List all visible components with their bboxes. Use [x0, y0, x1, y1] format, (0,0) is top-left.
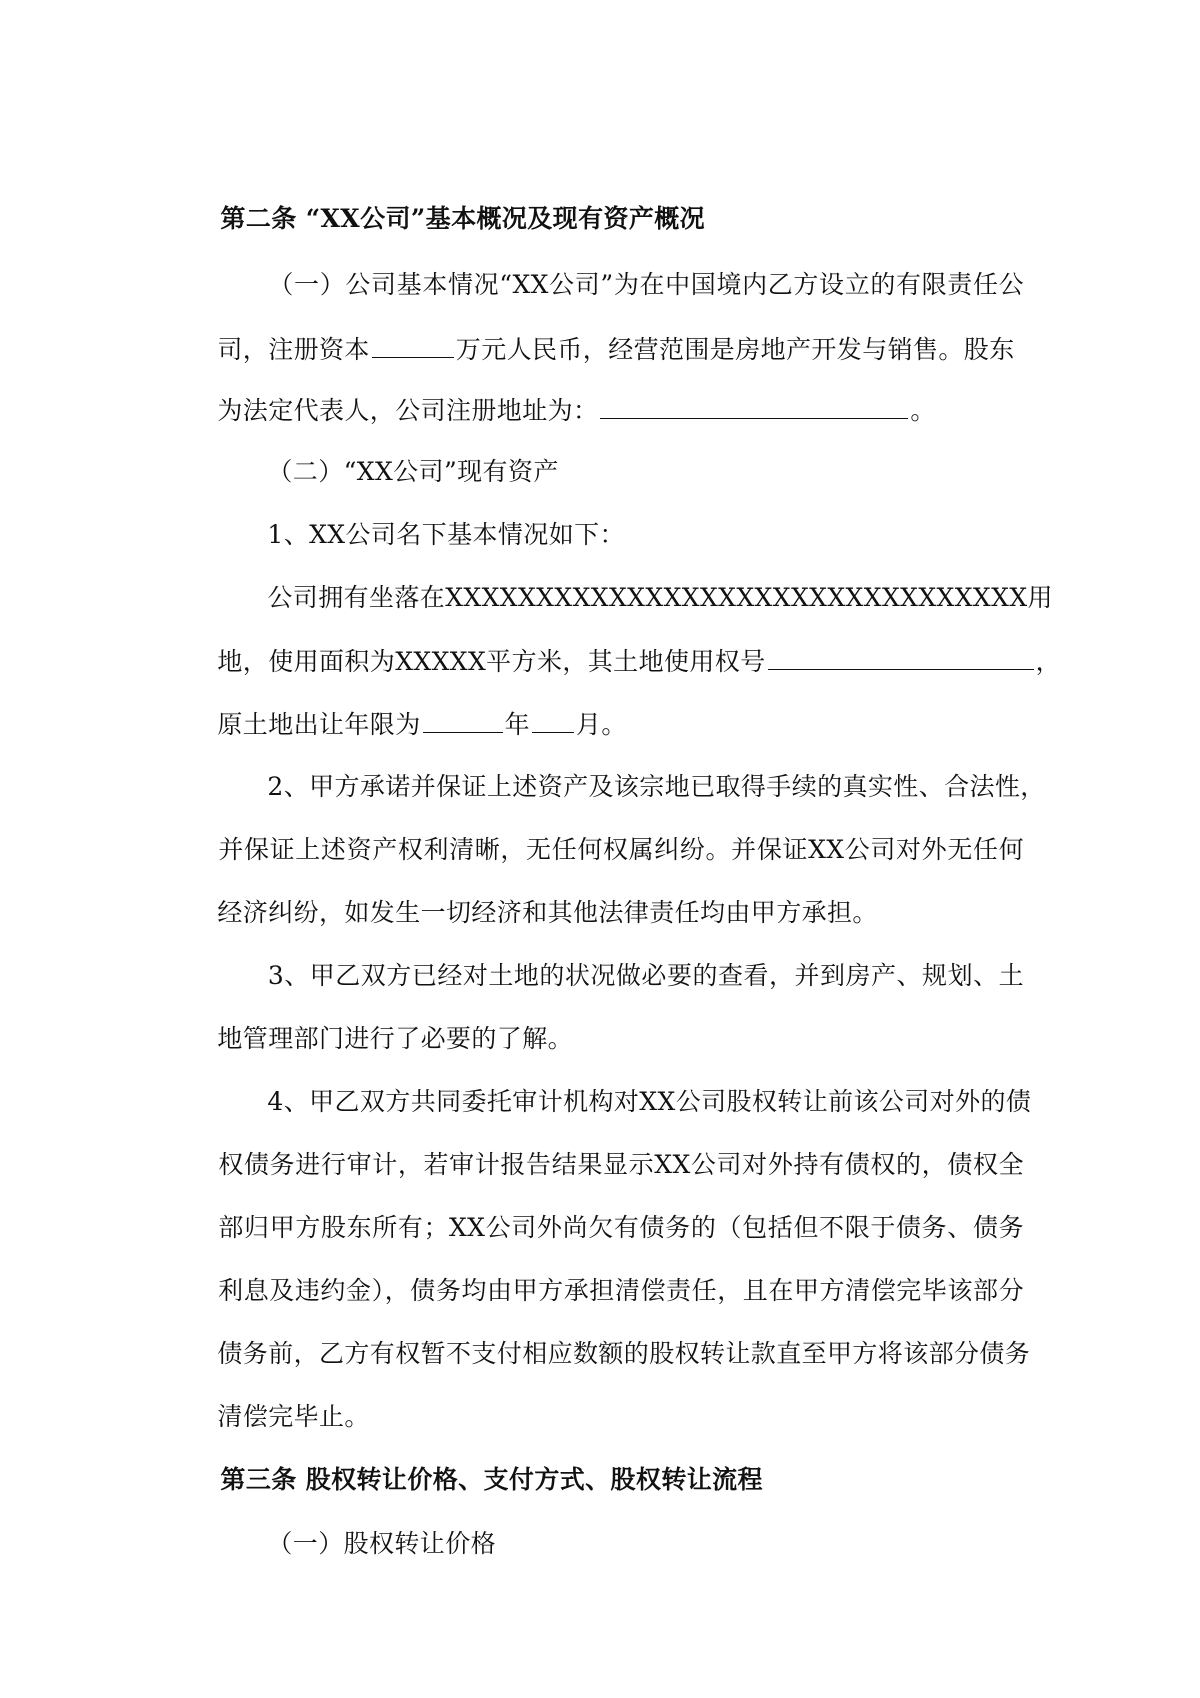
paragraph-line — [234, 727, 1046, 801]
text-run: 债务前，乙方有权暂不支付相应数额的股权转让款直至甲方将该部分债务 — [217, 1339, 1031, 1368]
text-run: 。 — [910, 396, 936, 425]
paragraph-line — [234, 538, 1053, 612]
article-3-heading — [184, 1420, 1024, 1494]
text-run: （二）“XX公司”现有资产 — [267, 457, 559, 486]
paragraph-line — [234, 1042, 1032, 1116]
text-run: 公司拥有坐落在XXXXXXXXXXXXXXXXXXXXXXXXXXXXXXXX用 — [267, 583, 1053, 612]
text-run: 权债务进行审计，若审计报告结果显示XX公司对外持有债权的，债权全 — [218, 1150, 1024, 1179]
text-run: 地，使用面积为XXXXX平方米，其土地使用权号 — [217, 647, 766, 676]
text-run: 1、XX公司名下基本情况如下： — [267, 520, 625, 549]
paragraph-line — [184, 350, 1024, 425]
text-run: 4、甲乙双方共同委托审计机构对XX公司股权转让前该公司对外的债 — [267, 1087, 1032, 1116]
text-run: （一）股权转让价格 — [267, 1529, 496, 1558]
text-run: 万元人民币，经营范围是房地产开发与销售。股东 — [455, 335, 1015, 364]
paragraph-line — [234, 475, 1024, 549]
paragraph-line — [184, 664, 1024, 739]
paragraph-line — [184, 1168, 1024, 1242]
article-2-heading — [184, 159, 1024, 233]
text-run: ， — [1035, 647, 1061, 676]
paragraph-line — [184, 1294, 1031, 1368]
text-run: （一）公司基本情况“XX公司”为在中国境内乙方设立的有限责任公 — [268, 270, 1025, 299]
text-run: 月。 — [576, 710, 627, 739]
text-run: 3、甲乙双方已经对土地的状况做必要的查看，并到房产、规划、土 — [267, 961, 1024, 990]
text-run: 司，注册资本 — [217, 335, 370, 364]
paragraph-line — [234, 225, 1025, 299]
text-run: 清偿完毕止。 — [217, 1402, 370, 1431]
text-run: 经济纠纷，如发生一切经济和其他法律责任均由甲方承担。 — [217, 898, 878, 927]
paragraph-line — [184, 601, 1061, 676]
text-run: 并保证上述资产权利清晰，无任何权属纠纷。并保证XX公司对外无任何 — [218, 835, 1024, 864]
text-run: 地管理部门进行了必要的了解。 — [217, 1024, 573, 1053]
heading-text: 第二条 “XX公司”基本概况及现有资产概况 — [220, 204, 706, 233]
paragraph-line — [184, 289, 1024, 364]
text-run: 年 — [504, 710, 530, 739]
paragraph-line — [184, 853, 1024, 927]
text-run: 原土地出让年限为 — [217, 710, 421, 739]
text-run: 2、甲方承诺并保证上述资产及该宗地已取得手续的真实性、合法性， — [267, 772, 1046, 801]
paragraph-line — [184, 1357, 1024, 1431]
paragraph-line — [184, 979, 1024, 1053]
text-run: 利息及违约金），债务均由甲方承担清偿责任，且在甲方清偿完毕该部分 — [218, 1276, 1024, 1305]
paragraph-line — [234, 1484, 1024, 1558]
text-run: 部归甲方股东所有；XX公司外尚欠有债务的（包括但不限于债务、债务 — [218, 1213, 1024, 1242]
paragraph-line — [184, 1105, 1024, 1179]
paragraph-line — [184, 1231, 1024, 1305]
paragraph-line — [234, 916, 1024, 990]
paragraph-line — [184, 790, 1024, 864]
text-run: 为法定代表人，公司注册地址为： — [217, 396, 599, 425]
heading-text: 第三条 股权转让价格、支付方式、股权转让流程 — [220, 1465, 763, 1494]
paragraph-line — [234, 412, 1024, 486]
